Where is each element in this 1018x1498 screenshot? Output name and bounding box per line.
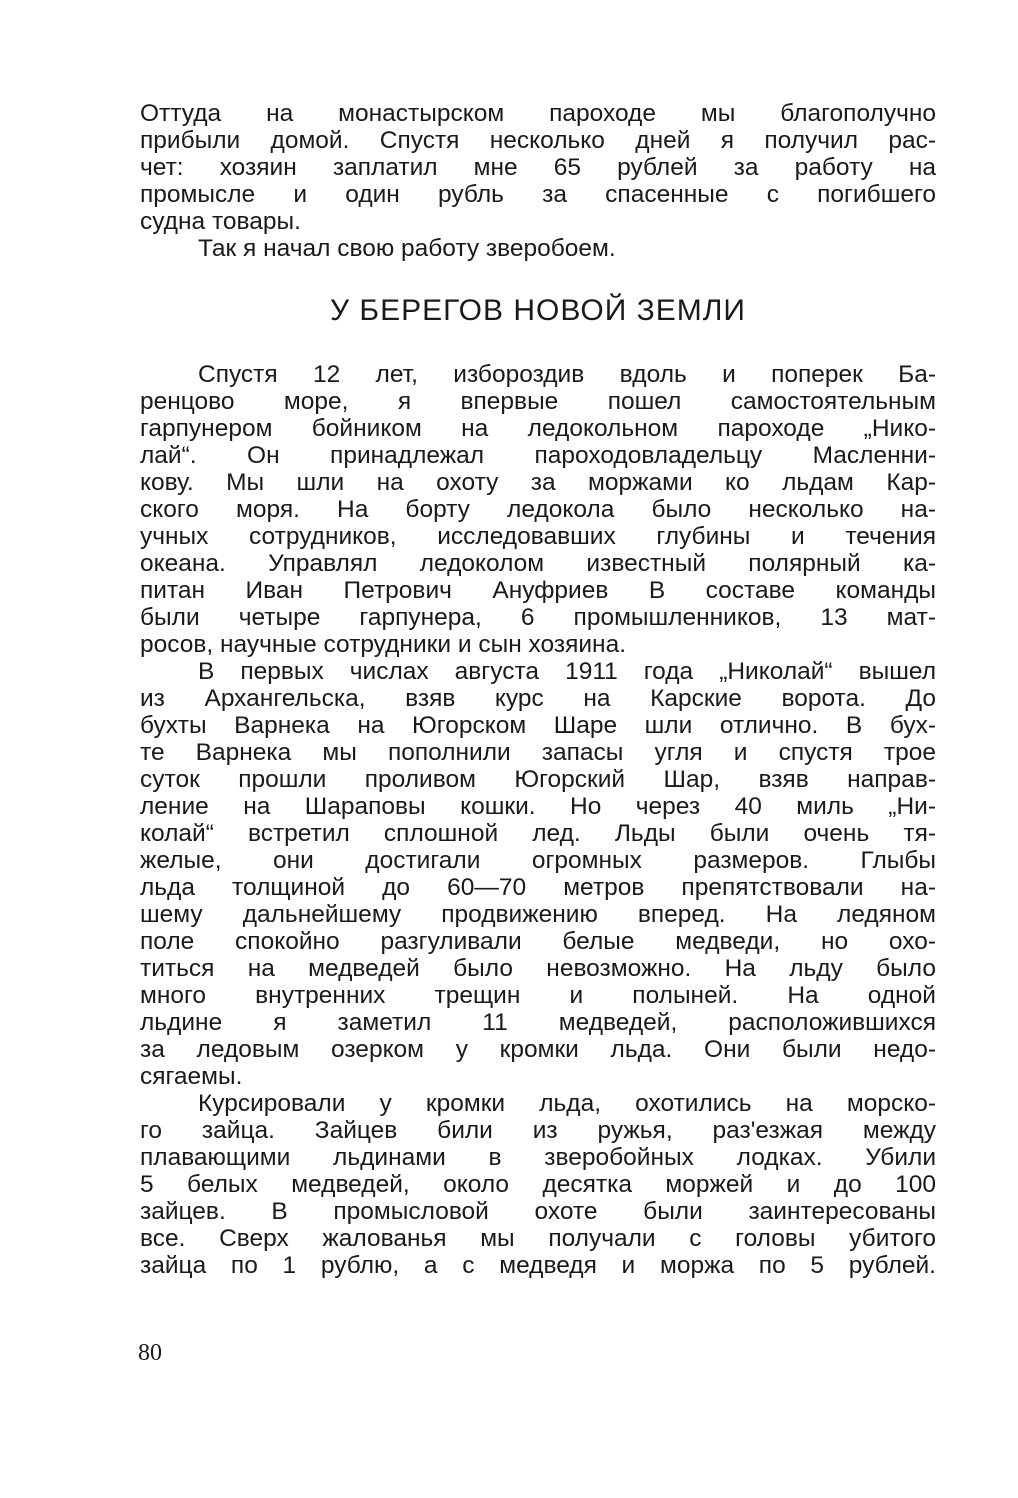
chapter-heading: У БЕРЕГОВ НОВОЙ ЗЕМЛИ <box>330 294 746 327</box>
text-line: суток прошли проливом Югорский Шар, взяв направ- <box>140 766 936 793</box>
text-line: за ледовым озерком у кромки льда. Они были недо- <box>140 1036 936 1063</box>
text-line: Так я начал свою работу зверобоем. <box>198 235 616 262</box>
paragraph <box>140 235 936 262</box>
text-line: колай“ встретил сплошной лед. Льды были очень тя- <box>140 820 936 847</box>
text-line: желые, они достигали огромных размеров. Глыбы <box>140 847 936 874</box>
text-line: плавающими льдинами в зверобойных лодках. Убили <box>140 1144 936 1171</box>
text-line: промысле и один рубль за спасенные с погибшего <box>140 181 936 208</box>
text-line: зайца по 1 рублю, а с медведя и моржа по 5 рублей. <box>140 1252 936 1279</box>
paragraph <box>140 361 936 658</box>
text-line: росов, научные сотрудники и сын хозяина. <box>140 631 627 658</box>
text-line: океана. Управлял ледоколом известный полярный ка- <box>140 550 936 577</box>
text-line: В первых числах августа 1911 года „Николай“ вышел <box>198 658 936 685</box>
text-line: те Варнека мы пополнили запасы угля и спустя трое <box>140 739 936 766</box>
text-line: Оттуда на монастырском пароходе мы благополучно <box>140 100 936 127</box>
text-line: питан Иван Петрович Ануфриев В составе команды <box>140 577 936 604</box>
text-line: судна товары. <box>140 208 301 235</box>
text-before-heading <box>140 100 936 262</box>
text-line: 5 белых медведей, около десятка моржей и до 100 <box>140 1171 936 1198</box>
text-line: ского моря. На борту ледокола было несколько на- <box>140 496 936 523</box>
paragraph <box>140 658 936 1090</box>
paragraph <box>140 1090 936 1279</box>
text-line: го зайца. Зайцев били из ружья, раз'езжая между <box>140 1117 936 1144</box>
paragraph <box>140 100 936 235</box>
text-line: льда толщиной до 60—70 метров препятствовали на- <box>140 874 936 901</box>
chapter-text <box>140 361 936 1279</box>
text-line: гарпунером бойником на ледокольном пароходе „Нико- <box>140 415 936 442</box>
page-number: 80 <box>138 1340 162 1366</box>
text-line: зайцев. В промысловой охоте были заинтересованы <box>140 1198 936 1225</box>
text-line: кову. Мы шли на охоту за моржами ко льдам Кар- <box>140 469 936 496</box>
text-line: льдине я заметил 11 медведей, расположившихся <box>140 1009 936 1036</box>
text-line: ление на Шараповы кошки. Но через 40 миль „Ни- <box>140 793 936 820</box>
text-line: сягаемы. <box>140 1063 243 1090</box>
text-line: учных сотрудников, исследовавших глубины и течения <box>140 523 936 550</box>
text-line: ренцово море, я впервые пошел самостоятельным <box>140 388 936 415</box>
text-line: прибыли домой. Спустя несколько дней я получил рас- <box>140 127 936 154</box>
text-line: Курсировали у кромки льда, охотились на морско- <box>198 1090 936 1117</box>
text-line: Спустя 12 лет, избороздив вдоль и поперек Ба- <box>198 361 936 388</box>
text-line: из Архангельска, взяв курс на Карские ворота. До <box>140 685 936 712</box>
text-line: бухты Варнека на Югорском Шаре шли отлично. В бух- <box>140 712 936 739</box>
text-line: шему дальнейшему продвижению вперед. На ледяном <box>140 901 936 928</box>
text-line: титься на медведей было невозможно. На льду было <box>140 955 936 982</box>
text-line: были четыре гарпунера, 6 промышленников, 13 мат- <box>140 604 936 631</box>
text-line: поле спокойно разгуливали белые медведи, но охо- <box>140 928 936 955</box>
text-line: все. Сверх жалованья мы получали с головы убитого <box>140 1225 936 1252</box>
text-line: чет: хозяин заплатил мне 65 рублей за работу на <box>140 154 936 181</box>
text-line: много внутренних трещин и полыней. На одной <box>140 982 936 1009</box>
text-line: лай“. Он принадлежал пароходовладельцу Масленни- <box>140 442 936 469</box>
page-body <box>140 100 936 1279</box>
